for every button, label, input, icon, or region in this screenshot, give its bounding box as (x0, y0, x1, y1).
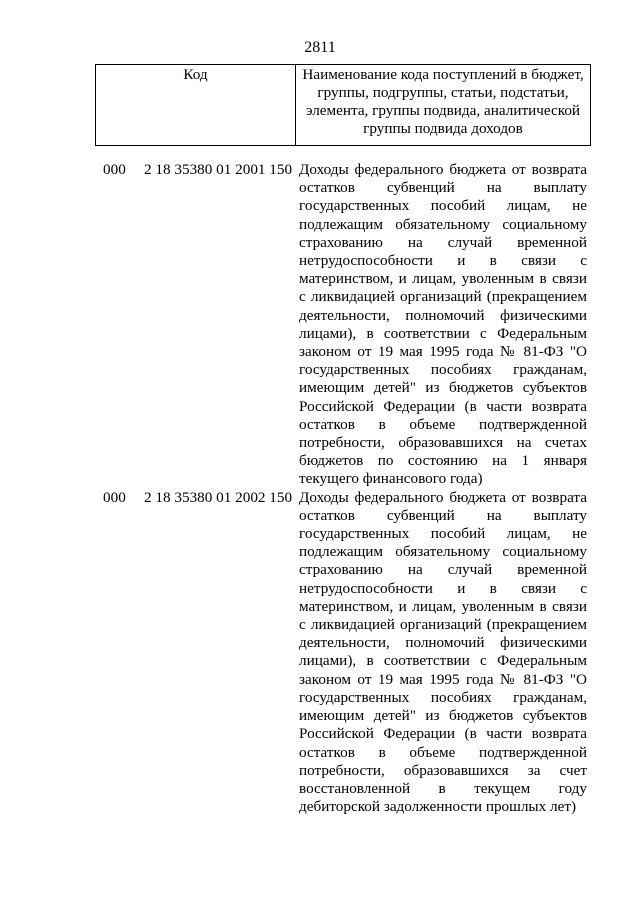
table-row (0, 489, 640, 817)
row-revenue-code: 2 18 35380 01 2001 150 (144, 161, 293, 178)
page-number: 2811 (304, 39, 336, 56)
table-row (0, 161, 640, 489)
row-admin-code: 000 (103, 488, 126, 506)
row-revenue-code: 2 18 35380 01 2002 150 (144, 488, 293, 506)
row-description: Доходы федерального бюджета от возврата остатков субвенций на выплату государственных пособий лицам, не подлежащим обязательному социальному страхованию на случай временной нетрудоспособности и в связи с материнством, и лицам, уволенным в связи с ликвидацией организаций (прекращением деятельности, полномочий физическими лицами), в соответствии с Федеральным законом от 19 мая 1995 года № 81-ФЗ "О государственных пособиях гражданам, имеющим детей" из бюджетов субъектов Российской Федерации (в части возврата остатков в объеме подтвержденной потребности, образовавшихся за счет восстановленной в текущем году дебиторской задолженности прошлых лет) (299, 488, 587, 816)
header-code: Код (96, 65, 296, 145)
row-admin-code: 000 (103, 161, 126, 178)
row-description: Доходы федерального бюджета от возврата остатков субвенций на выплату государственных пособий лицам, не подлежащим обязательному социальному страхованию на случай временной нетрудоспособности и в связи с материнством, и лицам, уволенным в связи с ликвидацией организаций (прекращением деятельности, полномочий физическими лицами), в соответствии с Федеральным законом от 19 мая 1995 года № 81-ФЗ "О государственных пособиях гражданам, имеющим детей" из бюджетов субъектов Российской Федерации (в части возврата остатков в объеме подтвержденной потребности, образовавшихся на счетах бюджетов по состоянию на 1 января текущего финансового года) (299, 161, 587, 488)
table-body (0, 161, 640, 816)
table-header (95, 64, 591, 146)
header-name: Наименование кода поступлений в бюджет, группы, подгруппы, статьи, подстатьи, элемента, группы подвида, аналитической группы подвида доходов (302, 66, 584, 137)
